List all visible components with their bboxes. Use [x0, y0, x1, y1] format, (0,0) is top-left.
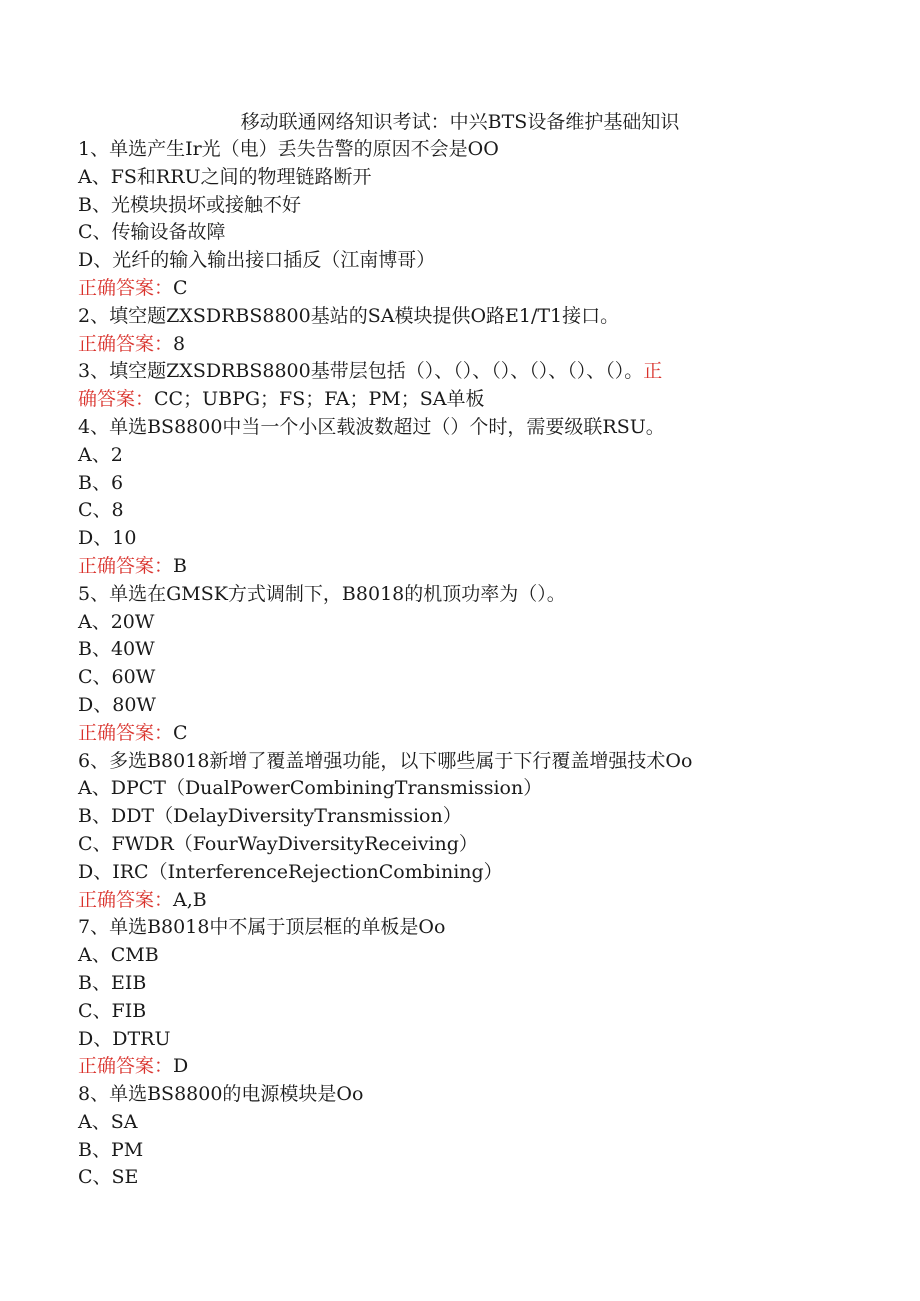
- question-stem-text: 3、填空题ZXSDRBS8800基带层包括（）、（）、（）、（）、（）、（）。: [78, 360, 644, 383]
- option: C、SE: [78, 1166, 139, 1189]
- option: A、SA: [78, 1110, 138, 1133]
- option: C、FIB: [78, 999, 147, 1022]
- question-stem: 6、多选B8018新增了覆盖增强功能，以下哪些属于下行覆盖增强技术Oo: [78, 749, 693, 772]
- option: B、光模块损坏或接触不好: [78, 193, 301, 216]
- option: C、8: [78, 499, 124, 522]
- answer-value: 8: [173, 332, 186, 355]
- option: C、FWDR（FourWayDiversityReceiving）: [78, 832, 478, 855]
- question-stem: 5、单选在GMSK方式调制下，B8018的机顶功率为（）。: [78, 582, 566, 605]
- option: D、DTRU: [78, 1027, 171, 1050]
- question-stem: 8、单选BS8800的电源模块是Oo: [78, 1083, 364, 1106]
- option: D、80W: [78, 693, 156, 716]
- option: C、传输设备故障: [78, 221, 226, 244]
- option: D、IRC（InterferenceRejectionCombining）: [78, 860, 503, 883]
- answer-label: 正确答案：: [78, 1055, 174, 1078]
- answer-line: [78, 720, 838, 748]
- question-stem: [78, 358, 838, 386]
- document-title: 移动联通网络知识考试：中兴BTS设备维护基础知识: [240, 111, 680, 133]
- answer-line: [78, 887, 838, 915]
- answer-label: 正确答案：: [78, 554, 174, 577]
- option: A、2: [78, 443, 123, 466]
- option: D、10: [78, 527, 137, 550]
- answer-value: A,B: [173, 888, 207, 911]
- answer-value: CC；UBPG；FS；FA；PM；SA单板: [154, 388, 485, 411]
- question-list: [78, 136, 838, 1192]
- answer-label: 正确答案：: [78, 276, 174, 299]
- option: C、60W: [78, 666, 156, 689]
- answer-value: C: [173, 721, 188, 744]
- question-stem: 1、单选产生Ir光（电）丢失告警的原因不会是OO: [78, 138, 499, 160]
- option: B、DDT（DelayDiversityTransmission）: [78, 805, 462, 828]
- option: B、EIB: [78, 971, 147, 994]
- option: D、光纤的输入输出接口插反（江南博哥）: [78, 249, 436, 272]
- answer-value: D: [173, 1055, 189, 1078]
- answer-label: 正确答案：: [78, 888, 174, 911]
- answer-line: [78, 1053, 838, 1081]
- answer-line: [78, 331, 838, 359]
- answer-value: B: [173, 554, 187, 577]
- option: A、FS和RRU之间的物理链路断开: [78, 165, 372, 188]
- answer-line: [78, 553, 838, 581]
- option: B、6: [78, 471, 124, 494]
- question-stem: 4、单选BS8800中当一个小区载波数超过（）个时，需要级联RSU。: [78, 415, 665, 438]
- option: A、CMB: [78, 944, 159, 967]
- answer-label-part2: 确答案：: [78, 388, 155, 411]
- answer-label: 正确答案：: [78, 332, 174, 355]
- answer-label-part1: 正: [643, 360, 663, 383]
- answer-line: [78, 275, 838, 303]
- answer-value: C: [173, 276, 188, 299]
- answer-label: 正确答案：: [78, 721, 174, 744]
- question-stem: 7、单选B8018中不属于顶层框的单板是Oo: [78, 916, 446, 939]
- answer-line: [78, 386, 838, 414]
- option: B、PM: [78, 1138, 144, 1161]
- question-stem: 2、填空题ZXSDRBS8800基站的SA模块提供O路E1/T1接口。: [78, 304, 620, 327]
- option: B、40W: [78, 638, 155, 661]
- option: A、20W: [78, 610, 155, 633]
- option: A、DPCT（DualPowerCombiningTransmission）: [78, 777, 543, 800]
